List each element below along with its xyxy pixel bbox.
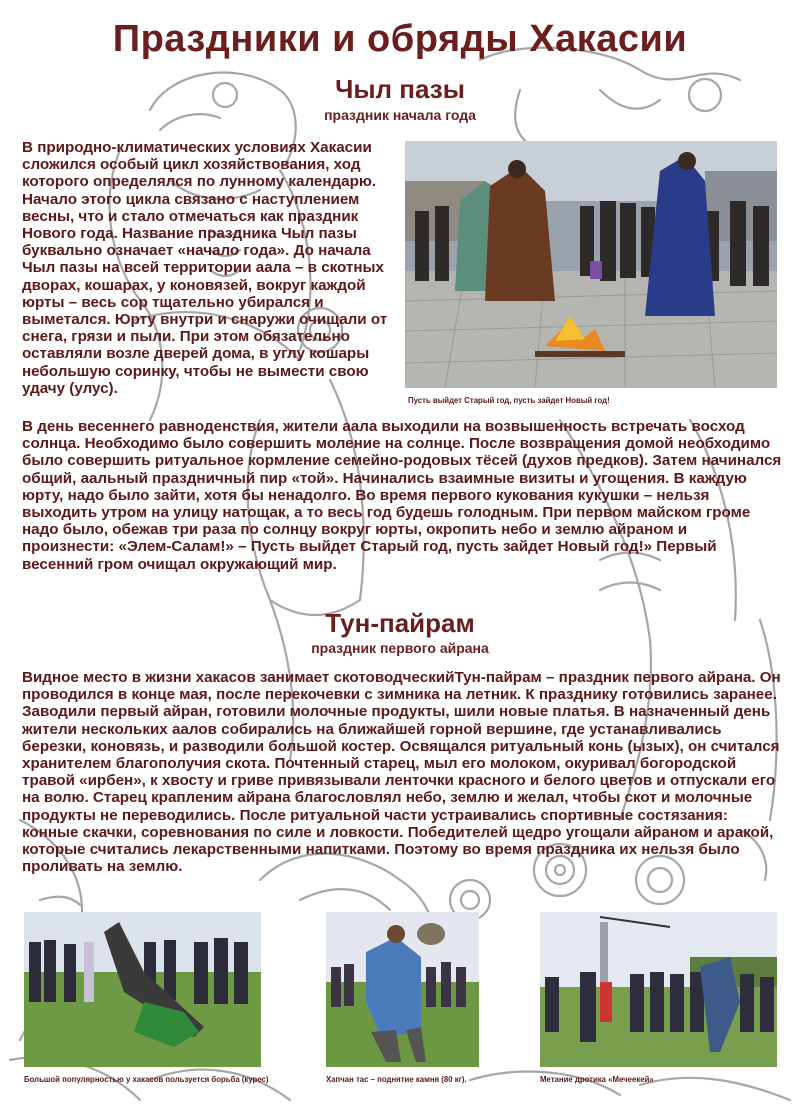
section2-subtitle: праздник первого айрана xyxy=(311,640,489,656)
section2-title: Тун-пайрам xyxy=(325,608,475,638)
stone-lifting-photo xyxy=(326,912,479,1067)
section1-subtitle: праздник начала года xyxy=(324,107,476,123)
section1-body-text: В день весеннего равноденствия, жители аала выходили на возвышенность встречать восход солнца. Необходимо было совершить моление на солнце. После возвращения домой необходимо было совершить ритуальное кормление семейно-родовых тёсей (духов предков). Затем начинался общий, аальный праздничный пир «той». Начинались взаимные визиты и угощения. В каждую юрту, надо было зайти, хотя бы ненадолго. Во время первого кукования кукушки – нельзя выходить утром на улицу натощак, а то весь год будешь голодным. При первом майском громе надо было, обежав три раза по солнцу вокруг юрты, окропить небо и землю айраном и произнести: «Элем-Салам!» – Пусть выйдет Старый год, пусть зайдет Новый год!» Первый весенний гром очищал окружающий мир. xyxy=(22,418,782,573)
section1-title: Чыл пазы xyxy=(335,74,465,104)
javelin-photo xyxy=(540,912,777,1067)
wrestling-photo xyxy=(24,912,261,1067)
section1-intro-text: В природно-климатических условиях Хакасии сложился особый цикл хозяйствования, ход которого определялся по лунному календарю. Начало этого цикла связано с наступлением весны, что и стало отмечаться как праздник Нового года. Название праздника Чыл пазы буквально означает «начало года». До начала Чыл пазы на всей территории аала – в скотных дворах, кошарах, у коновязей, вокруг каждой юрты – весь сор тщательно убирался и выметался. Юрту внутри и снаружи очищали от снега, грязи и пыли. При этом обязательно оставляли возле дверей дома, в углу кошары небольшую соринку, чтобы не вымести свою удачу (улус). xyxy=(22,139,388,397)
stone-lifting-caption: Хапчан тас – поднятие камня (80 кг). xyxy=(326,1075,467,1084)
festival-photo xyxy=(405,141,777,388)
page-title: Праздники и обряды Хакасии xyxy=(112,18,688,60)
section2-body-text: Видное место в жизни хакасов занимает скотоводческийТун-пайрам – праздник первого айрана. Он проводился в конце мая, после перекочевки с зимника на летник. К празднику готовились заранее. Заводили первый айран, готовили молочные продукты, шили новые платья. В назначенный день жители нескольких аалов собирались на ближайшей горной вершине, где устанавливались березки, коновязь, и разводили большой костер. Освящался ритуальный конь (ызых), он считался хранителем благополучия скота. Почтенный старец, мыл его молоком, окуривал богородской травой «ирбен», к хвосту и гриве привязывали ленточки красного и белого цветов и отпускали его на волю. Старец крапленим айрана благословлял небо, землю и желал, чтобы скот и молочные продукты не переводились. После ритуальной части устраивались спортивные состязания: конные скачки, соревнования по силе и ловкости. Победителей щедро угощали айраном и аракой, которые считались лекарственными напитками. Поэтому во время праздника их нельзя было проливать на землю. xyxy=(22,669,781,876)
javelin-caption: Метание дротика «Мечеекей» xyxy=(540,1075,654,1084)
wrestling-caption: Большой популярностью у хакасов пользуется борьба (курес) xyxy=(24,1075,269,1084)
festival-photo-caption: Пусть выйдет Старый год, пусть зайдет Новый год! xyxy=(408,396,610,405)
